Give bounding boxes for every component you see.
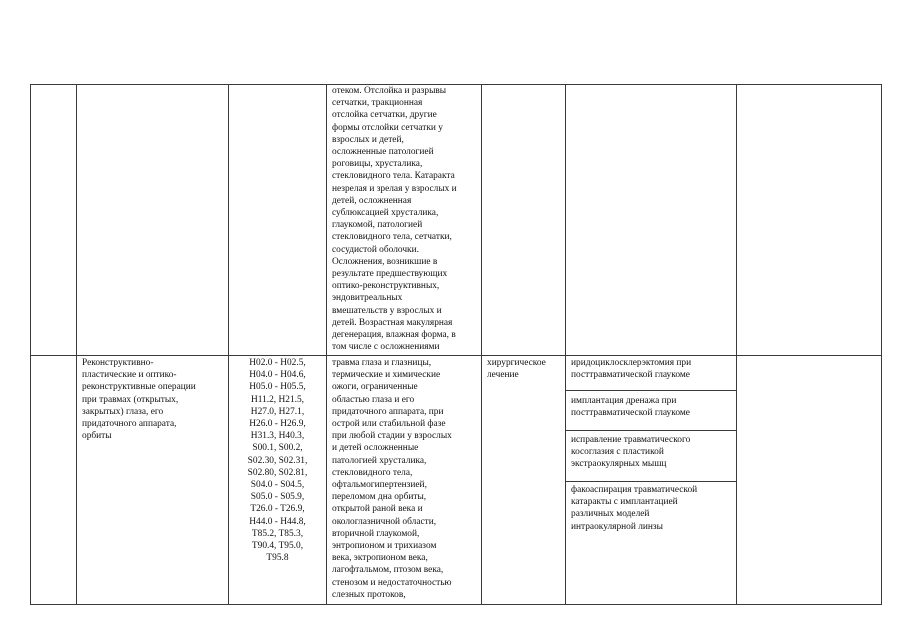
col-border	[30, 84, 31, 605]
col-border	[565, 84, 566, 605]
row2-diagnosis-cell: травма глаза и глазницы, термические и химические ожоги, ограниченные областью глаза и его придаточного аппарата, при острой или стабильной фазе при любой стадии у взрослых и детей осложненные патологией хрусталика, стекловидного тела, офтальмогипертензией, переломом дна орбиты, открытой раной века и окологлазничной области, вторичной глаукомой, энтропионом и трихиазом века, эктропионом века, лагофтальмом, птозом века, стенозом и недостаточностью слезных протоков,	[332, 358, 452, 600]
row-divider	[30, 355, 882, 356]
table-bottom-border	[30, 604, 882, 605]
row2-icd-codes-cell: H02.0 - H02.5, H04.0 - H04.6, H05.0 - H05.5, H11.2, H21.5, H27.0, H27.1, H26.0 - H26.9, H31.3, H40.3, S00.1, S00.2, S02.30, S02.31, S02.80, S02.81, S04.0 - S04.5, S05.0 - S05.9, T26.0 - T26.9, H44.0 - H44.8, T85.2, T85.3, T90.4, T95.0, T95.8	[247, 358, 308, 564]
row2-method-item: исправление травматического косоглазия с пластикой экстраокулярных мышц	[571, 435, 691, 470]
col-border	[736, 84, 737, 605]
row2-method-item: имплантация дренажа при посттравматической глаукоме	[571, 396, 690, 419]
col-border	[76, 84, 77, 605]
col-border	[326, 84, 327, 605]
row1-diagnosis-cell: отеком. Отслойка и разрывы сетчатки, тракционная отслойка сетчатки, другие формы отслойки сетчатки у взрослых и детей, осложненные патологией роговицы, хрусталика, стекловидного тела. Катаракта незрелая и зрелая у взрослых и детей, осложненная сублюксацией хрусталика, глаукомой, патологией стекловидного тела, сетчатки, сосудистой оболочки. Осложнения, возникшие в результате предшествующих оптико-реконструктивных, эндовитреальных вмешательств у взрослых и детей. Возрастная макулярная дегенерация, влажная форма, в том числе с осложнениями	[332, 86, 457, 353]
row2-method-item: иридоциклосклерэктомия при посттравматической глаукоме	[571, 358, 692, 381]
method-divider	[565, 390, 736, 391]
row2-treatment-type-cell: хирургическое лечение	[487, 358, 546, 381]
method-divider	[565, 430, 736, 431]
col-border	[881, 84, 882, 605]
row2-method-item: факоаспирация травматической катаракты с имплантацией различных моделей интраокулярной линзы	[571, 485, 698, 532]
method-divider	[565, 481, 736, 482]
row2-care-type-cell: Реконструктивно- пластические и оптико- реконструктивные операции при травмах (открытых, закрытых) глаза, его придаточного аппарата, орбиты	[82, 358, 196, 442]
